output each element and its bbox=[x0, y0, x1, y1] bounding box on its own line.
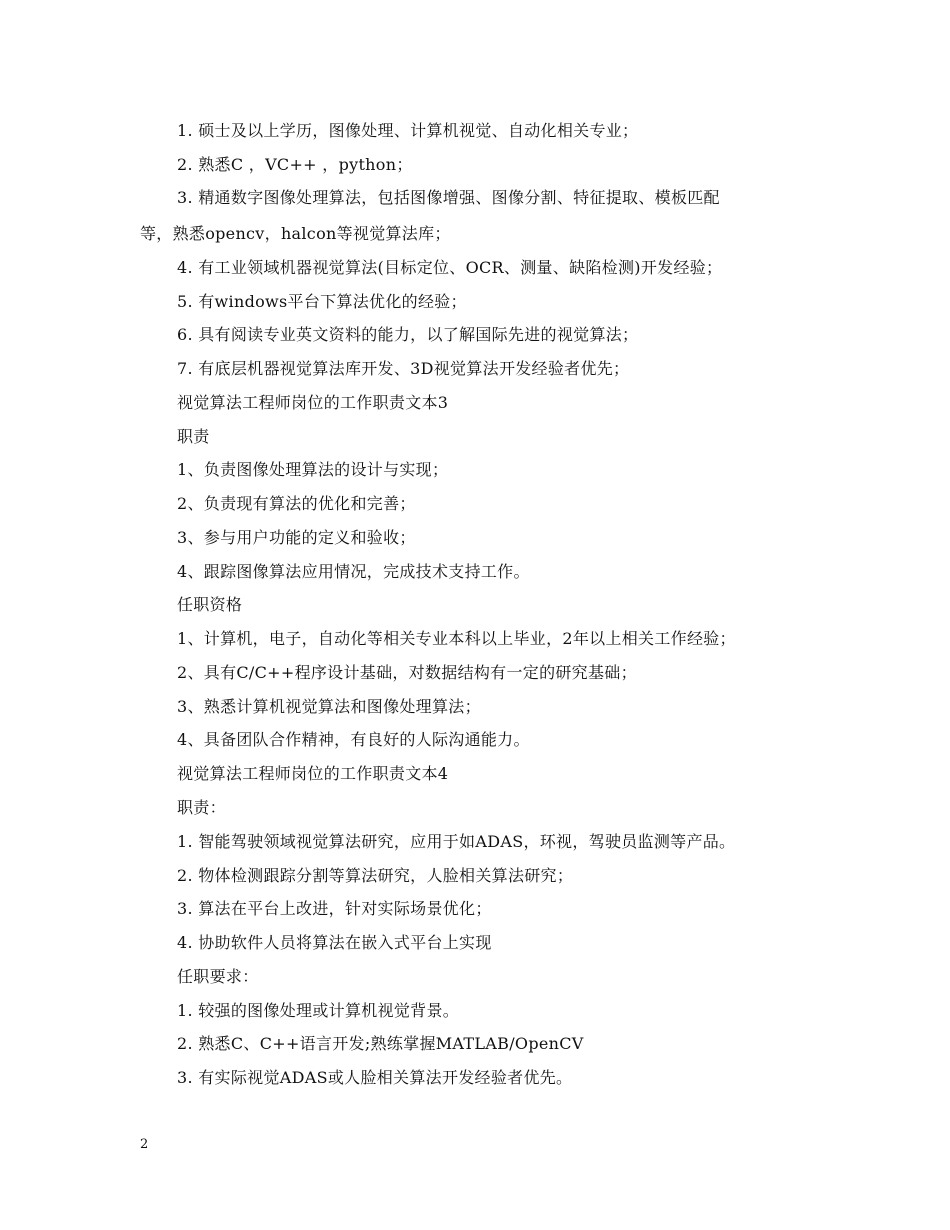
requirement-item-1: 1. 硕士及以上学历，图像处理、计算机视觉、自动化相关专业； bbox=[177, 121, 639, 140]
requirement-item-3: 3. 精通数字图像处理算法，包括图像增强、图像分割、特征提取、模板匹配 bbox=[177, 188, 720, 207]
subheading-duties-colon: 职责： bbox=[177, 798, 226, 817]
duty-item-4: 4. 协助软件人员将算法在嵌入式平台上实现 bbox=[177, 933, 492, 952]
section-heading-text-4: 视觉算法工程师岗位的工作职责文本4 bbox=[177, 764, 449, 783]
requirement-item-3-continued: 等，熟悉opencv，halcon等视觉算法库； bbox=[140, 224, 451, 243]
qualification-item-3: 3、熟悉计算机视觉算法和图像处理算法； bbox=[177, 697, 481, 716]
duty-item-2: 2、负责现有算法的优化和完善； bbox=[177, 494, 416, 513]
requirement-item-3: 3. 有实际视觉ADAS或人脸相关算法开发经验者优先。 bbox=[177, 1068, 573, 1087]
requirement-item-4: 4. 有工业领域机器视觉算法(目标定位、OCR、测量、缺陷检测)开发经验； bbox=[177, 258, 723, 277]
subheading-qualifications: 任职资格 bbox=[177, 595, 243, 614]
requirement-item-2: 2. 熟悉C ，VC++ ，python； bbox=[177, 155, 413, 174]
duty-item-4: 4、跟踪图像算法应用情况，完成技术支持工作。 bbox=[177, 562, 530, 581]
qualification-item-1: 1、计算机，电子，自动化等相关专业本科以上毕业，2年以上相关工作经验； bbox=[177, 629, 736, 648]
duty-item-2: 2. 物体检测跟踪分割等算法研究，人脸相关算法研究； bbox=[177, 866, 574, 885]
requirement-item-7: 7. 有底层机器视觉算法库开发、3D视觉算法开发经验者优先； bbox=[177, 359, 630, 378]
duty-item-1: 1. 智能驾驶领域视觉算法研究，应用于如ADAS，环视，驾驶员监测等产品。 bbox=[177, 832, 736, 851]
requirement-item-1: 1. 较强的图像处理或计算机视觉背景。 bbox=[177, 1001, 460, 1020]
page-number: 2 bbox=[140, 1137, 149, 1152]
duty-item-3: 3、参与用户功能的定义和验收； bbox=[177, 528, 416, 547]
qualification-item-4: 4、具备团队合作精神，有良好的人际沟通能力。 bbox=[177, 730, 530, 749]
qualification-item-2: 2、具有C/C++程序设计基础，对数据结构有一定的研究基础； bbox=[177, 663, 637, 682]
section-heading-text-3: 视觉算法工程师岗位的工作职责文本3 bbox=[177, 393, 449, 412]
requirement-item-5: 5. 有windows平台下算法优化的经验； bbox=[177, 292, 467, 311]
requirement-item-2: 2. 熟悉C、C++语言开发;熟练掌握MATLAB/OpenCV bbox=[177, 1034, 584, 1053]
subheading-duties: 职责 bbox=[177, 427, 210, 446]
duty-item-1: 1、负责图像处理算法的设计与实现； bbox=[177, 460, 449, 479]
duty-item-3: 3. 算法在平台上改进，针对实际场景优化； bbox=[177, 899, 492, 918]
requirement-item-6: 6. 具有阅读专业英文资料的能力，以了解国际先进的视觉算法； bbox=[177, 325, 639, 344]
subheading-requirements: 任职要求： bbox=[177, 967, 259, 986]
